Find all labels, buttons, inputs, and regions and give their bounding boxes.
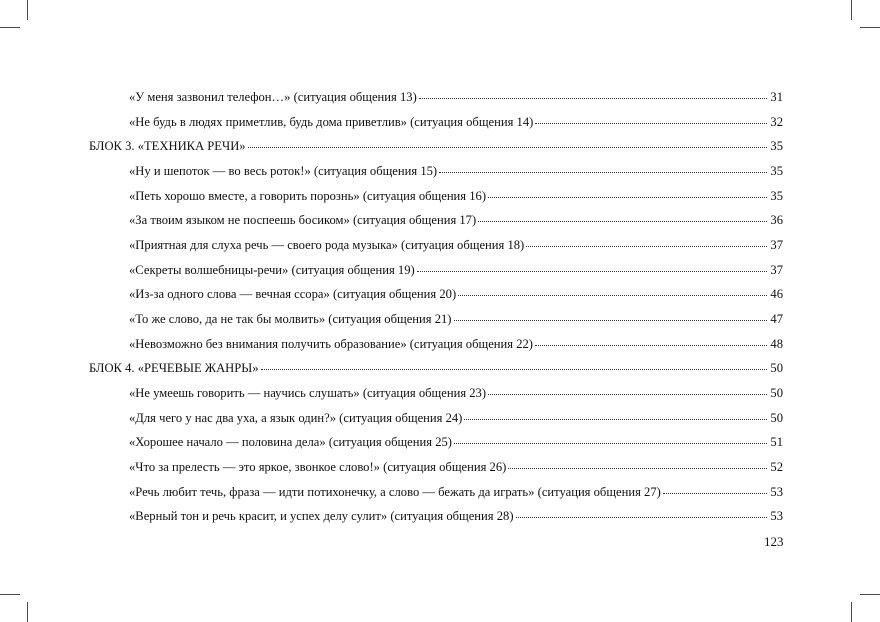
toc-entry[interactable] bbox=[129, 88, 783, 106]
toc-entry-page: 36 bbox=[770, 213, 783, 227]
toc-entry[interactable] bbox=[129, 285, 783, 303]
toc-entry-page: 35 bbox=[770, 164, 783, 178]
toc-block-title: БЛОК 3. «ТЕХНИКА РЕЧИ» bbox=[89, 139, 246, 153]
toc-leader-dots bbox=[458, 295, 767, 296]
toc-entry-page: 53 bbox=[770, 509, 783, 523]
toc-entry[interactable] bbox=[129, 433, 783, 451]
toc-leader-dots bbox=[535, 345, 767, 346]
toc-entry[interactable] bbox=[129, 483, 783, 501]
toc-entry[interactable] bbox=[129, 113, 783, 131]
toc-leader-dots bbox=[454, 320, 767, 321]
toc-entry-page: 53 bbox=[770, 485, 783, 499]
toc-entry-page: 50 bbox=[770, 386, 783, 400]
toc-entry-page: 35 bbox=[770, 189, 783, 203]
toc-entry[interactable] bbox=[129, 211, 783, 229]
toc-entry-title: «Ну и шепоток — во весь роток!» (ситуация общения 15) bbox=[129, 164, 438, 178]
toc-entry[interactable] bbox=[129, 507, 783, 525]
toc-entry[interactable] bbox=[129, 384, 783, 402]
crop-mark-top-right bbox=[851, 0, 852, 20]
toc-entry[interactable] bbox=[129, 236, 783, 254]
toc-entry-title: «За твоим языком не поспеешь босиком» (ситуация общения 17) bbox=[129, 213, 477, 227]
crop-mark-bottom-left bbox=[27, 602, 28, 622]
toc-entry-title: «То же слово, да не так бы молвить» (ситуация общения 21) bbox=[129, 312, 452, 326]
toc-block-page: 50 bbox=[770, 361, 783, 375]
toc-block-heading[interactable] bbox=[89, 137, 783, 155]
toc-entry-page: 32 bbox=[770, 115, 783, 129]
toc-entry[interactable] bbox=[129, 335, 783, 353]
toc-entry[interactable] bbox=[129, 310, 783, 328]
toc-entry-page: 51 bbox=[770, 435, 783, 449]
toc-entry-title: «Не будь в людях приметлив, будь дома приветлив» (ситуация общения 14) bbox=[129, 115, 534, 129]
toc-leader-dots bbox=[261, 369, 767, 370]
toc-entry-title: «Хорошее начало — половина дела» (ситуация общения 25) bbox=[129, 435, 452, 449]
toc-leader-dots bbox=[488, 394, 767, 395]
page-number: 123 bbox=[764, 534, 784, 549]
toc-entry-page: 37 bbox=[770, 263, 783, 277]
toc-entry[interactable] bbox=[129, 409, 783, 427]
toc-leader-dots bbox=[419, 98, 767, 99]
toc-leader-dots bbox=[526, 246, 767, 247]
toc-entry-title: «Невозможно без внимания получить образование» (ситуация общения 22) bbox=[129, 337, 533, 351]
toc-entry-title: «Секреты волшебницы-речи» (ситуация общения 19) bbox=[129, 263, 415, 277]
toc-leader-dots bbox=[417, 271, 767, 272]
toc-entry-page: 50 bbox=[770, 411, 783, 425]
toc-leader-dots bbox=[478, 221, 767, 222]
toc-entry-page: 47 bbox=[770, 312, 783, 326]
toc-entry-title: «Верный тон и речь красит, и успех делу сулит» (ситуация общения 28) bbox=[129, 509, 514, 523]
toc-entry-title: «Речь любит течь, фраза — идти потихонечку, а слово — бежать да играть» (ситуация общения 27) bbox=[129, 485, 661, 499]
toc-leader-dots bbox=[248, 147, 767, 148]
toc-block-heading[interactable] bbox=[89, 359, 783, 377]
toc-leader-dots bbox=[488, 197, 767, 198]
crop-mark-bottom-right bbox=[851, 602, 852, 622]
toc-entry-title: «Что за прелесть — это яркое, звонкое слово!» (ситуация общения 26) bbox=[129, 460, 507, 474]
toc-entry-title: «Не умеешь говорить — научись слушать» (ситуация общения 23) bbox=[129, 386, 487, 400]
toc-entry-title: «У меня зазвонил телефон…» (ситуация общения 13) bbox=[129, 90, 417, 104]
crop-mark-bottom-right-h bbox=[860, 594, 880, 595]
toc-block-page: 35 bbox=[770, 139, 783, 153]
toc-entry-title: «Для чего у нас два уха, а язык один?» (ситуация общения 24) bbox=[129, 411, 463, 425]
toc-entry-page: 31 bbox=[770, 90, 783, 104]
toc-leader-dots bbox=[454, 443, 767, 444]
crop-mark-top-right-h bbox=[860, 27, 880, 28]
toc-entry-page: 52 bbox=[770, 460, 783, 474]
toc-leader-dots bbox=[464, 419, 767, 420]
toc-entry-page: 37 bbox=[770, 238, 783, 252]
toc-leader-dots bbox=[663, 493, 767, 494]
toc-entry-page: 46 bbox=[770, 287, 783, 301]
toc-leader-dots bbox=[508, 468, 767, 469]
toc-entry[interactable] bbox=[129, 162, 783, 180]
toc-block-title: БЛОК 4. «РЕЧЕВЫЕ ЖАНРЫ» bbox=[89, 361, 259, 375]
crop-mark-top-left-h bbox=[0, 27, 20, 28]
crop-mark-bottom-left-h bbox=[0, 594, 20, 595]
toc-leader-dots bbox=[535, 123, 767, 124]
toc-leader-dots bbox=[516, 517, 767, 518]
toc-entry-title: «Петь хорошо вместе, а говорить порознь» (ситуация общения 16) bbox=[129, 189, 487, 203]
toc-entry[interactable] bbox=[129, 458, 783, 476]
toc-entry-title: «Из-за одного слова — вечная ссора» (ситуация общения 20) bbox=[129, 287, 457, 301]
crop-mark-top-left bbox=[27, 0, 28, 20]
toc-entry[interactable] bbox=[129, 187, 783, 205]
toc-leader-dots bbox=[439, 172, 767, 173]
toc-entry-title: «Приятная для слуха речь — своего рода музыка» (ситуация общения 18) bbox=[129, 238, 525, 252]
toc-entry[interactable] bbox=[129, 261, 783, 279]
toc-entry-page: 48 bbox=[770, 337, 783, 351]
